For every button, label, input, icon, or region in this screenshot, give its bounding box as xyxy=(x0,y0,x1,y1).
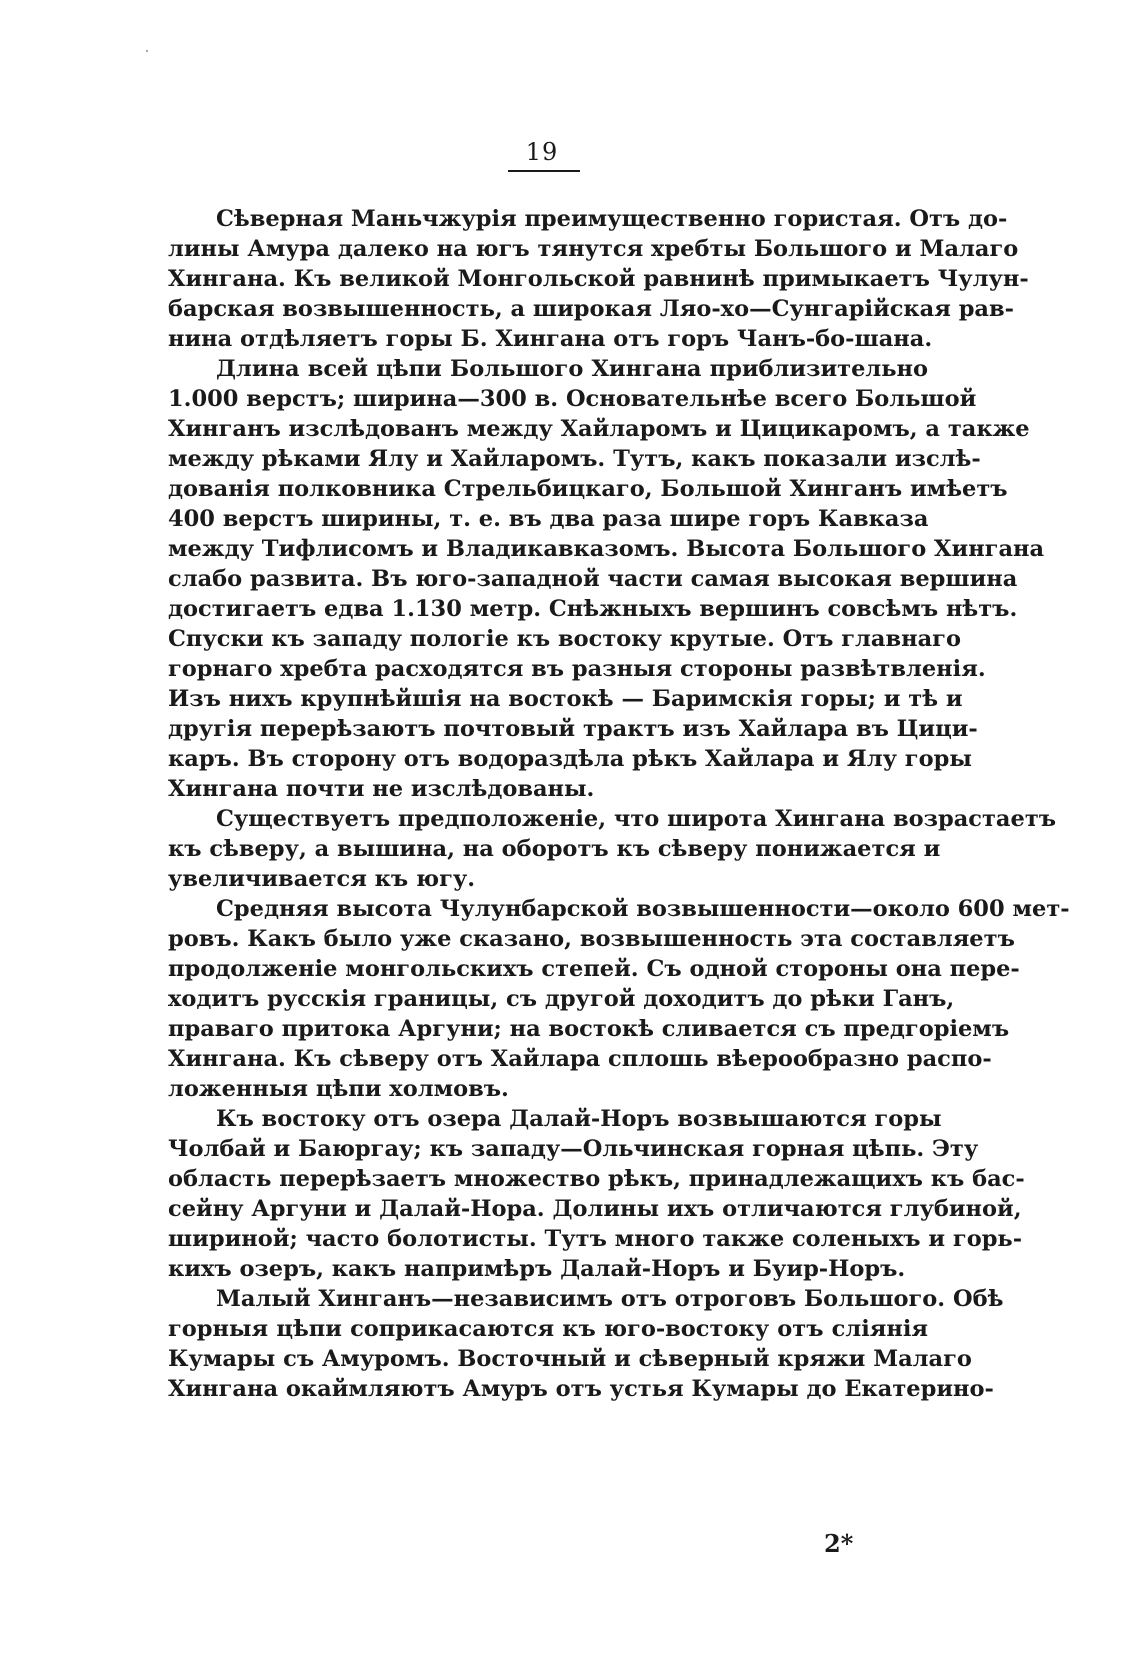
text-line: область перерѣзаетъ множество рѣкъ, принадлежащихъ къ бас- xyxy=(168,1166,1025,1192)
paragraph-1 xyxy=(168,204,1029,354)
text-line: Существуетъ предположеніе, что широта Хингана возрастаетъ xyxy=(216,806,1057,832)
page-number-underline xyxy=(508,170,580,172)
text-line: Сѣверная Маньчжурія преимущественно гористая. Отъ до- xyxy=(216,206,1008,232)
text-line: другія перерѣзаютъ почтовый трактъ изъ Хайлара въ Цици- xyxy=(168,716,978,742)
text-line: ходитъ русскія границы, съ другой доходитъ до рѣки Ганъ, xyxy=(168,986,955,1012)
text-line: сейну Аргуни и Далай-Нора. Долины ихъ отличаются глубиной, xyxy=(168,1196,1022,1222)
text-line: Хингана окаймляютъ Амуръ отъ устья Кумары до Екатерино- xyxy=(168,1376,994,1402)
text-line: дованія полковника Стрельбицкаго, Большой Хинганъ имѣетъ xyxy=(168,476,1008,502)
text-line: Длина всей цѣпи Большого Хингана приблизительно xyxy=(216,356,928,382)
text-line: Хингана. Къ великой Монгольской равнинѣ примыкаетъ Чулун- xyxy=(168,266,1029,292)
text-line: нина отдѣляетъ горы Б. Хингана отъ горъ Чанъ-бо-шана. xyxy=(168,326,933,352)
text-line: 1.000 верстъ; ширина—300 в. Основательнѣе всего Большой xyxy=(168,386,977,412)
text-line: кихъ озеръ, какъ напримѣръ Далай-Норъ и Буир-Норъ. xyxy=(168,1256,906,1282)
text-line: праваго притока Аргуни; на востокѣ сливается съ предгоріемъ xyxy=(168,1016,1010,1042)
paragraph-2 xyxy=(168,354,1045,804)
paragraph-5 xyxy=(168,1104,1025,1284)
text-line: Хинганъ изслѣдованъ между Хайларомъ и Цицикаромъ, а также xyxy=(168,416,1030,442)
text-line: лины Амура далеко на югъ тянутся хребты Большого и Малаго xyxy=(168,236,1019,262)
text-line: продолженіе монгольскихъ степей. Съ одной стороны она пере- xyxy=(168,956,1020,982)
text-line: ложенныя цѣпи холмовъ. xyxy=(168,1076,509,1102)
body-text xyxy=(168,204,1070,1404)
text-line: горныя цѣпи соприкасаются къ юго-востоку отъ сліянія xyxy=(168,1316,928,1342)
text-line: Спуски къ западу пологіе къ востоку крутые. Отъ главнаго xyxy=(168,626,961,652)
text-line: увеличивается къ югу. xyxy=(168,866,476,892)
text-line: Кумары съ Амуромъ. Восточный и сѣверный кряжи Малаго xyxy=(168,1346,972,1372)
text-line: Чолбай и Баюргау; къ западу—Ольчинская горная цѣпь. Эту xyxy=(168,1136,979,1162)
paragraph-6 xyxy=(168,1284,1004,1404)
text-line: барская возвышенность, а широкая Ляо-хо—Сунгарійская рав- xyxy=(168,296,1014,322)
paragraph-3 xyxy=(168,804,1057,894)
paper-speck xyxy=(146,50,148,52)
text-line: Къ востоку отъ озера Далай-Норъ возвышаются горы xyxy=(216,1106,942,1132)
text-line: горнаго хребта расходятся въ разныя стороны развѣтвленія. xyxy=(168,656,986,682)
text-line: между рѣками Ялу и Хайларомъ. Тутъ, какъ показали изслѣ- xyxy=(168,446,981,472)
text-line: Изъ нихъ крупнѣйшія на востокѣ — Баримскія горы; и тѣ и xyxy=(168,686,963,712)
text-line: Средняя высота Чулунбарской возвышенности—около 600 мет- xyxy=(216,896,1070,922)
text-line: къ сѣверу, а вышина, на оборотъ къ сѣверу понижается и xyxy=(168,836,941,862)
page-number: 19 xyxy=(525,138,559,166)
text-line: Малый Хинганъ—независимъ отъ отроговъ Большого. Обѣ xyxy=(216,1286,1004,1312)
text-line: Хингана почти не изслѣдованы. xyxy=(168,776,595,802)
text-line: каръ. Въ сторону отъ водораздѣла рѣкъ Хайлара и Ялу горы xyxy=(168,746,972,772)
text-line: шириной; часто болотисты. Тутъ много также соленыхъ и горь- xyxy=(168,1226,1023,1252)
paragraph-4 xyxy=(168,894,1070,1104)
text-line: между Тифлисомъ и Владикавказомъ. Высота Большого Хингана xyxy=(168,536,1045,562)
text-line: слабо развита. Въ юго-западной части самая высокая вершина xyxy=(168,566,1018,592)
text-line: 400 верстъ ширины, т. е. въ два раза шире горъ Кавказа xyxy=(168,506,929,532)
text-line: Хингана. Къ сѣверу отъ Хайлара сплошь вѣерообразно распо- xyxy=(168,1046,992,1072)
text-line: ровъ. Какъ было уже сказано, возвышенность эта составляетъ xyxy=(168,926,1015,952)
text-line: достигаетъ едва 1.130 метр. Снѣжныхъ вершинъ совсѣмъ нѣтъ. xyxy=(168,596,1018,622)
printer-signature-mark: 2* xyxy=(824,1529,854,1558)
